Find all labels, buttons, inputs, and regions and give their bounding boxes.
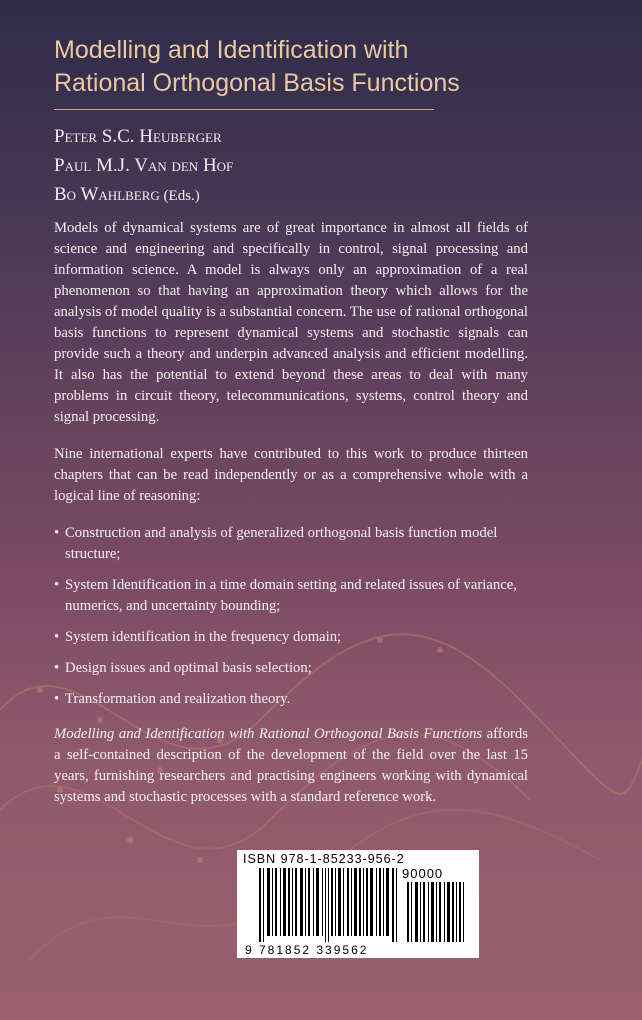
topic-item: • Transformation and realization theory. [54,691,291,707]
author-list [54,122,233,211]
topic-list [54,523,528,710]
title-divider [54,109,434,110]
topic-item: • Construction and analysis of generalized orthogonal basis function model structure; [54,525,498,562]
intro-paragraph: Models of dynamical systems are of great importance in almost all fields of science and engineering and specifically in control, signal processing and information science. A model is always only an approximation of a real phenomenon so that having an approximation theory which allows for the analysis of model quality is a substantial concern. The use of rational orthogonal basis functions to represent dynamical systems and stochastic signals can provide such a theory and underpin advanced analysis and efficient modelling. It also has the potential to extend beyond these areas to deal with many problems in circuit theory, telecommunications, systems, control theory and signal processing. [54,220,528,425]
barcode-digits: 9 781852 339562 [245,943,369,957]
author-2: Paul M.J. Van den Hof [54,155,234,176]
isbn-label: ISBN 978-1-85233-956-2 [243,852,405,866]
contributors-paragraph: Nine international experts have contributed to this work to produce thirteen chapters that can be read independently or as a comprehensive whole with a logical line of reasoning: [54,446,528,504]
barcode-bars [259,868,399,942]
isbn-barcode [237,850,479,958]
title-line-1: Modelling and Identification with [54,36,409,64]
closing-paragraph: Modelling and Identification with Rational Orthogonal Basis Functions affords a self-contained description of the development of the field over the last 15 years, furnishing researchers and practising engineers working with dynamical systems and stochastic processes with a standard reference work. [54,726,528,805]
addon-bars [407,882,467,942]
topic-item: • System Identification in a time domain setting and related issues of variance, numerics, and uncertainty bounding; [54,577,517,614]
author-3: Bo Wahlberg (Eds.) [54,184,200,205]
closing-title: Modelling and Identification with Rational Orthogonal Basis Functions [54,726,483,742]
title-line-2: Rational Orthogonal Basis Functions [54,69,460,97]
topic-item: • System identification in the frequency domain; [54,629,342,645]
book-title [54,34,594,100]
topic-item: • Design issues and optimal basis selection; [54,660,312,676]
description [54,218,528,824]
price-addon: 90000 [402,866,444,881]
author-1: Peter S.C. Heuberger [54,126,222,147]
